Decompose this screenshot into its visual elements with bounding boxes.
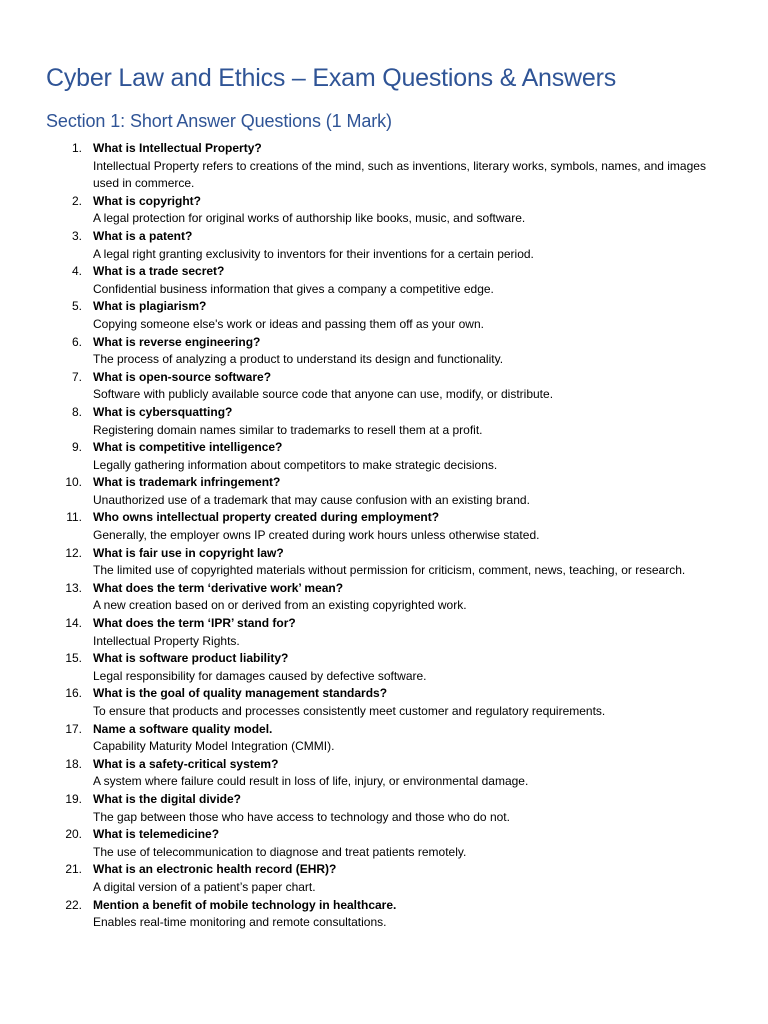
answer-text: Confidential business information that gives a company a competitive edge. [93, 281, 494, 296]
answer-text: Unauthorized use of a trademark that may cause confusion with an existing brand. [93, 492, 530, 507]
question-item [0, 509, 768, 544]
question-text: What is competitive intelligence? [93, 440, 283, 455]
question-text: What is the digital divide? [93, 791, 242, 806]
answer-text: A legal right granting exclusivity to inventors for their inventions for a certain period. [93, 246, 534, 261]
answer-text: Legally gathering information about competitors to make strategic decisions. [93, 457, 498, 472]
question-text: What is a patent? [93, 228, 193, 243]
question-item [0, 791, 768, 826]
question-number: 14. [65, 616, 82, 631]
question-number: 20. [65, 827, 82, 842]
question-item [0, 580, 768, 615]
question-number: 10. [65, 475, 82, 490]
answer-text: A legal protection for original works of authorship like books, music, and software. [93, 211, 526, 226]
answer-text: Software with publicly available source code that anyone can use, modify, or distribute. [93, 387, 554, 402]
question-number: 5. [71, 299, 82, 314]
question-text: What is Intellectual Property? [93, 141, 262, 155]
answer-text: Registering domain names similar to trademarks to resell them at a profit. [93, 422, 483, 437]
question-text: What is telemedicine? [93, 827, 220, 842]
section-title: Section 1: Short Answer Questions (1 Mark) [46, 111, 392, 131]
question-number: 11. [66, 510, 82, 525]
question-number: 2. [71, 193, 82, 208]
question-item [0, 193, 768, 228]
question-number: 22. [65, 897, 82, 912]
question-list [0, 140, 768, 932]
question-item [0, 369, 768, 404]
question-number: 17. [65, 721, 82, 736]
question-text: What is copyright? [93, 193, 201, 208]
answer-text: Copying someone else's work or ideas and passing them off as your own. [93, 316, 484, 331]
answer-text: The limited use of copyrighted materials without permission for criticism, comment, news, teaching, or research. [93, 563, 686, 578]
question-number: 9. [71, 440, 82, 455]
question-item [0, 545, 768, 580]
question-number: 16. [65, 686, 82, 701]
question-text: What is trademark infringement? [93, 475, 281, 490]
answer-text: The process of analyzing a product to understand its design and functionality. [93, 352, 504, 367]
question-item [0, 439, 768, 474]
question-text: What is the goal of quality management standards? [93, 686, 388, 701]
answer-text: The gap between those who have access to technology and those who do not. [93, 809, 510, 824]
question-text: What does the term ‘derivative work’ mean? [93, 580, 344, 595]
answer-text: Capability Maturity Model Integration (CMMI). [93, 739, 335, 754]
question-number: 1. [71, 141, 82, 155]
answer-text: Legal responsibility for damages caused by defective software. [93, 668, 427, 683]
question-item [0, 756, 768, 791]
question-text: What is fair use in copyright law? [93, 545, 284, 560]
question-number: 4. [71, 264, 82, 279]
question-item [0, 650, 768, 685]
answer-text: A new creation based on or derived from an existing copyrighted work. [93, 598, 467, 613]
question-number: 3. [71, 228, 82, 243]
answer-text: The use of telecommunication to diagnose and treat patients remotely. [93, 844, 467, 859]
answer-text: A system where failure could result in loss of life, injury, or environmental damage. [93, 774, 529, 789]
question-text: Who owns intellectual property created during employment? [93, 510, 440, 525]
answer-text: Intellectual Property refers to creations of the mind, such as inventions, literary works, symbols, names, and images used in commerce. [93, 158, 706, 191]
question-item [0, 897, 768, 932]
question-number: 7. [71, 369, 82, 384]
answer-text: Intellectual Property Rights. [93, 633, 240, 648]
question-item [0, 263, 768, 298]
question-item [0, 615, 768, 650]
question-text: What is a safety-critical system? [93, 756, 279, 771]
question-item [0, 140, 768, 193]
question-text: What is a trade secret? [93, 264, 225, 279]
question-number: 12. [65, 545, 82, 560]
answer-text: To ensure that products and processes consistently meet customer and regulatory requirements. [93, 704, 606, 718]
question-text: What is reverse engineering? [93, 334, 261, 349]
question-item [0, 826, 768, 861]
document-title: Cyber Law and Ethics – Exam Questions & Answers [46, 64, 617, 92]
question-number: 6. [71, 334, 82, 349]
question-text: What does the term ‘IPR’ stand for? [93, 616, 296, 631]
question-number: 8. [71, 404, 82, 419]
question-item [0, 298, 768, 333]
question-text: Name a software quality model. [93, 721, 273, 736]
question-item [0, 228, 768, 263]
question-item [0, 404, 768, 439]
question-text: What is plagiarism? [93, 299, 207, 314]
question-item [0, 474, 768, 509]
answer-text: Enables real-time monitoring and remote consultations. [93, 915, 387, 930]
question-item [0, 721, 768, 756]
question-item [0, 334, 768, 369]
question-number: 13. [65, 580, 82, 595]
question-item [0, 861, 768, 896]
question-text: What is software product liability? [93, 651, 289, 666]
answer-text: A digital version of a patient’s paper chart. [93, 879, 316, 894]
question-text: What is an electronic health record (EHR)? [93, 862, 337, 877]
question-text: What is cybersquatting? [93, 404, 233, 419]
answer-text: Generally, the employer owns IP created during work hours unless otherwise stated. [93, 528, 540, 543]
question-item [0, 685, 768, 720]
question-number: 15. [65, 651, 82, 666]
question-number: 18. [65, 756, 82, 771]
question-number: 21. [65, 862, 82, 877]
question-text: What is open-source software? [93, 369, 272, 384]
question-number: 19. [65, 791, 82, 806]
question-text: Mention a benefit of mobile technology in healthcare. [93, 897, 397, 912]
